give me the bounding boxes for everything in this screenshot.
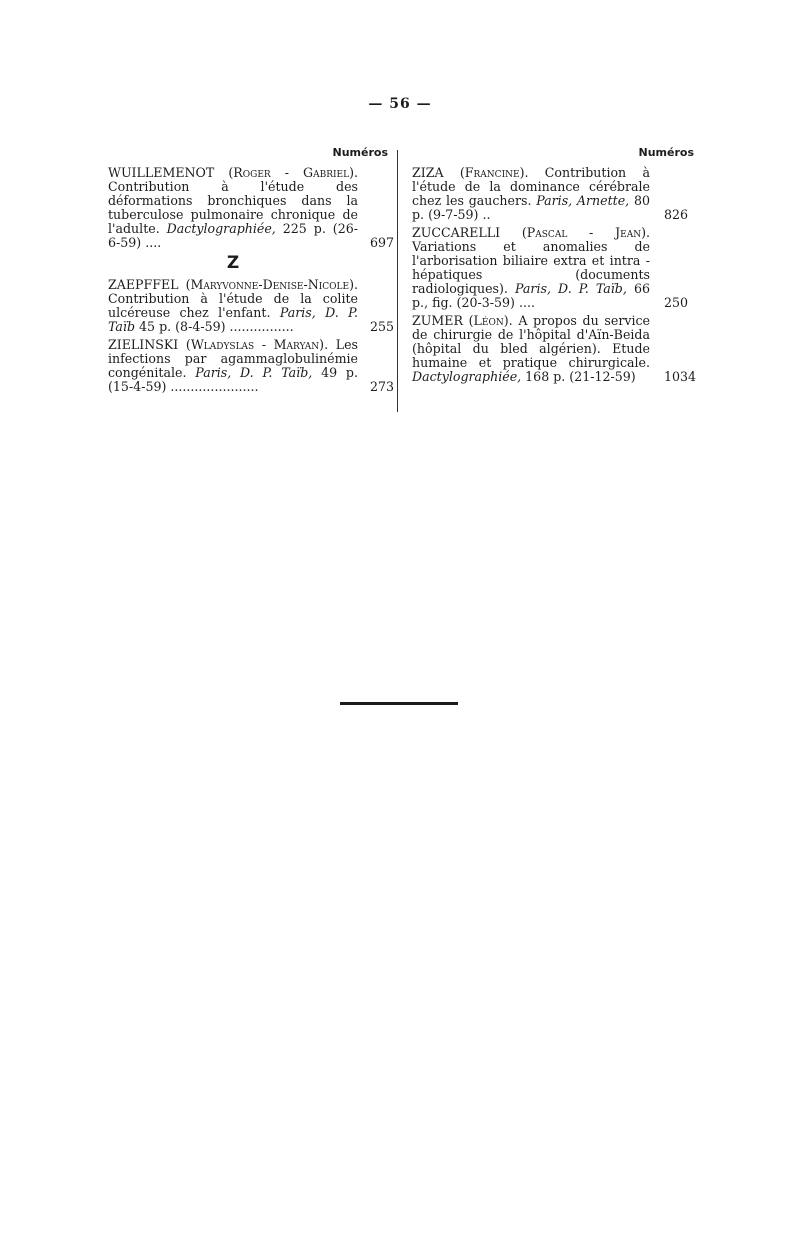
entry-number: 697: [370, 235, 395, 250]
entry-text: [412, 226, 650, 310]
index-entry: [412, 313, 697, 384]
entry-name: ZIZA: [412, 165, 444, 180]
entry-number: 250: [664, 295, 689, 310]
entry-text: [412, 166, 650, 222]
section-letter: Z: [226, 253, 240, 273]
entry-details: 66 p., fig. (20-3-59) ....: [412, 281, 650, 310]
entry-name: ZUMER: [412, 313, 463, 328]
entry-first-names: (Roger - Gabriel).: [228, 165, 358, 180]
entry-name: ZIELINSKI: [108, 337, 179, 352]
entry-details: 225 p. (26-6-59) ....: [108, 221, 358, 250]
entry-publisher: Paris, D. P. Taïb,: [195, 365, 313, 380]
right-column: [412, 140, 700, 384]
entry-text: [108, 278, 358, 334]
entry-publisher: Paris, D. P. Taïb,: [515, 281, 627, 296]
page-number: — 56 —: [368, 96, 432, 112]
entry-title: Variations et anomalies de l'arborisation biliaire extra et intra - hépatiques (documents radiologiques).: [412, 239, 650, 296]
index-entry: [412, 225, 689, 310]
entry-title: Contribution à l'étude de la colite ulcéreuse chez l'enfant.: [108, 291, 358, 320]
entry-title: Contribution à l'étude de la dominance cérébrale chez les gauchers.: [412, 165, 650, 208]
entry-details: 168 p. (21-12-59): [525, 369, 636, 384]
entry-details: 45 p. (8-4-59) ................: [139, 319, 294, 334]
entry-title: A propos du service de chirurgie de l'hôpital d'Aïn-Beida (hôpital du bled algérien). Etude humaine et pratique chirurgicale.: [412, 313, 650, 370]
entry-name: ZUCCARELLI: [412, 225, 501, 240]
entry-first-names: (Léon).: [468, 313, 513, 328]
entry-first-names: (Maryvonne-Denise-Nicole).: [185, 277, 358, 292]
entry-number: 273: [370, 379, 395, 394]
column-divider: [397, 150, 398, 412]
entry-title: Les infections par agammaglobulinémie congénitale.: [108, 337, 358, 380]
entry-details: 80 p. (9-7-59) ..: [412, 193, 650, 222]
entry-publisher: Dactylographiée,: [412, 369, 522, 384]
index-entry: [412, 165, 689, 222]
entry-publisher: Paris, D. P. Taïb: [108, 305, 358, 334]
entry-text: [412, 314, 650, 384]
entry-first-names: (Wladyslas - Maryan).: [185, 337, 329, 352]
entry-details: 49 p. (15-4-59) ......................: [108, 365, 358, 394]
entry-text: [108, 166, 358, 250]
index-entry: [108, 337, 395, 394]
right-column-header: Numéros: [638, 146, 694, 159]
entry-title: Contribution à l'étude des déformations bronchiques dans la tuberculose pulmonaire chronique de l'adulte.: [108, 179, 358, 236]
index-entry: [108, 165, 395, 250]
end-rule: [340, 702, 458, 705]
entry-number: 826: [664, 207, 689, 222]
entry-publisher: Dactylographiée,: [166, 221, 276, 236]
entry-name: ZAEPFFEL: [108, 277, 179, 292]
entry-number: 1034: [664, 369, 697, 384]
left-column: [108, 140, 395, 394]
entry-text: [108, 338, 358, 394]
entry-publisher: Paris, Arnette,: [536, 193, 630, 208]
entry-first-names: (Pascal - Jean).: [521, 225, 650, 240]
entry-first-names: (Francine).: [459, 165, 529, 180]
left-column-header: Numéros: [332, 146, 388, 159]
entry-name: WUILLEMENOT: [108, 165, 215, 180]
entry-number: 255: [370, 319, 395, 334]
index-entry: [108, 277, 395, 334]
